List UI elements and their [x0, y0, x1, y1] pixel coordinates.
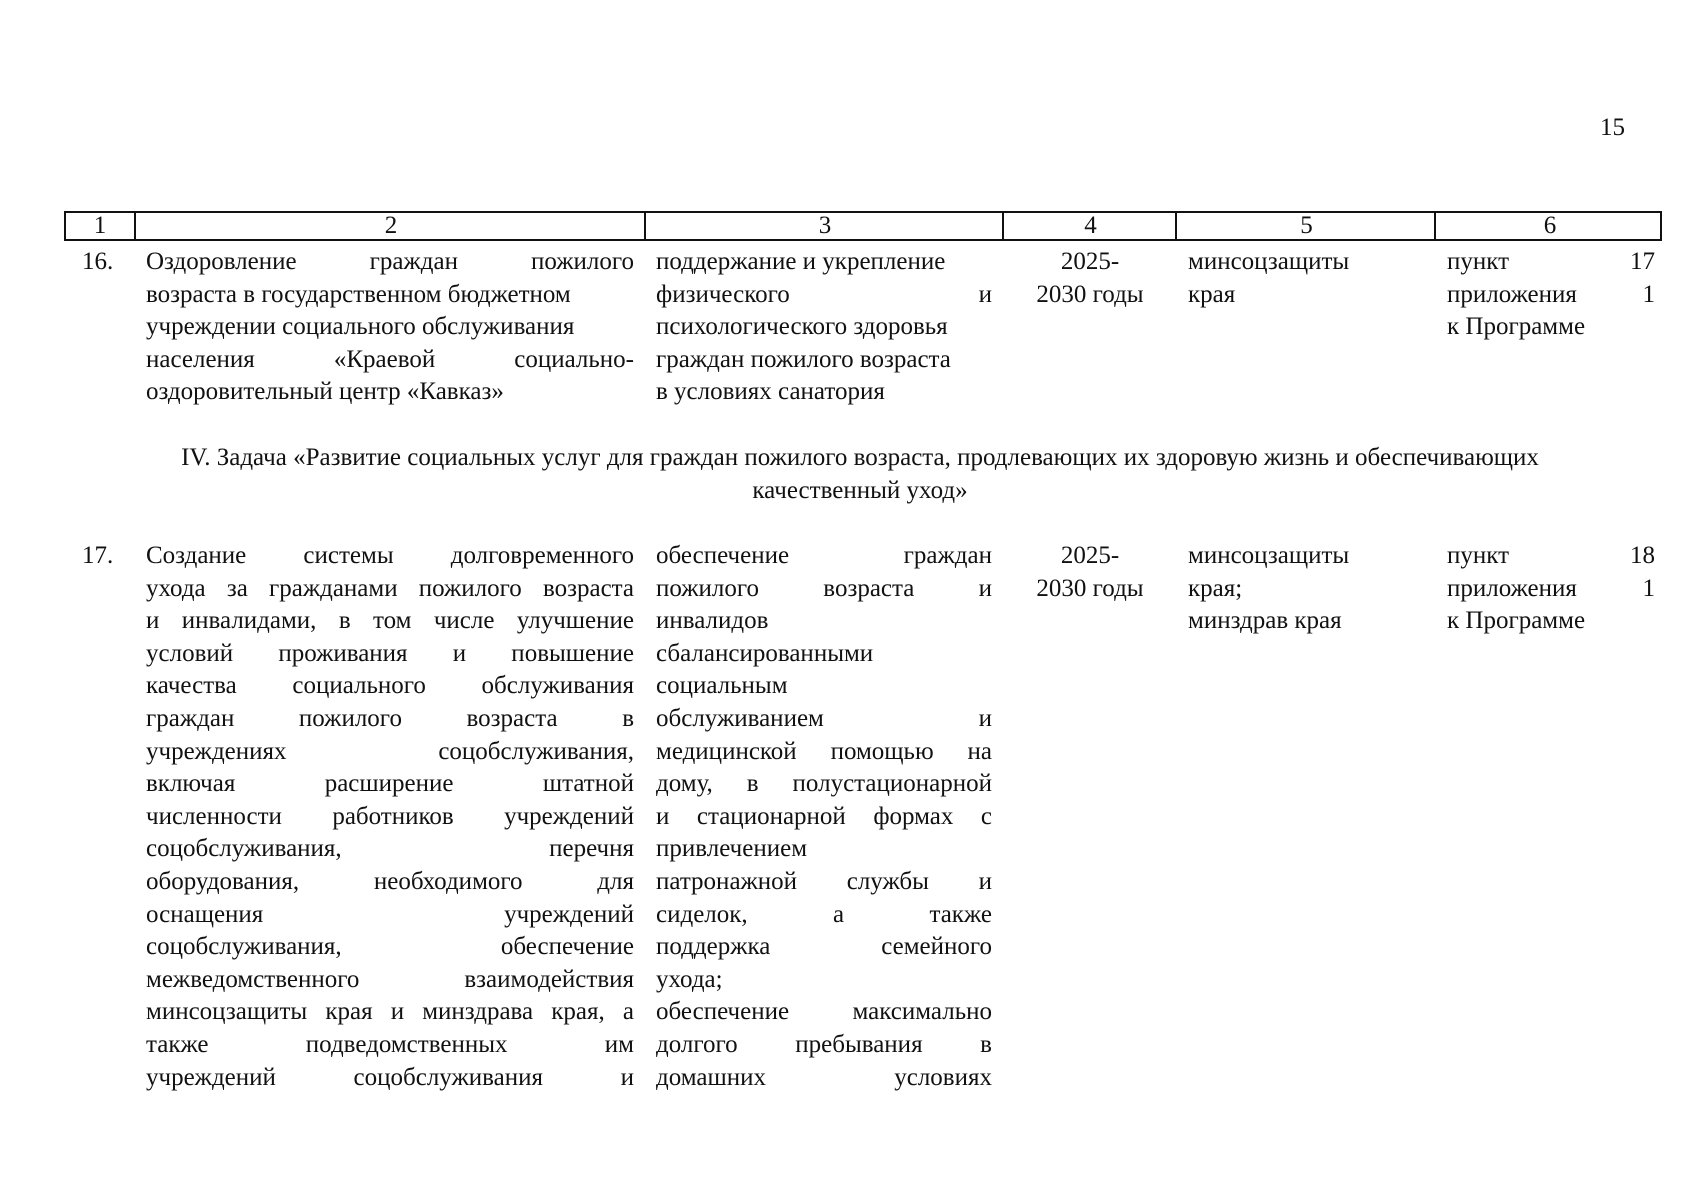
row-17-executor: минсоцзащиты края; минздрав края	[1188, 542, 1350, 635]
row-16-executor: минсоцзащиты края	[1188, 248, 1350, 308]
row-16-result: поддержание и укрепление физического и психологического здоровья граждан пожилого возраста в условиях санатория	[656, 248, 992, 406]
header-cell-6: 6	[1434, 213, 1664, 239]
table-header-row	[64, 211, 1662, 241]
row-17-measure: Создание системы долговременного ухода за гражданами пожилого возраста и инвалидами, в том числе улучшение условий проживания и повышение качества социального обслуживания граждан пожилого возраста в учреждениях соцобслуживания, включая расширение штатной численности работников учреждений соцобслуживания, перечня оборудования, необходимого для оснащения учреждений соцобслуживания, обеспечение межведомственного взаимодействия минсоцзащиты края и минздрава края, а также подведомственных им учреждений соцобслуживания и	[146, 542, 634, 1091]
header-cell-1: 1	[93, 212, 107, 239]
row-number: 16.	[82, 248, 114, 275]
header-cell-3: 3	[644, 213, 1004, 239]
row-16-indicator: пункт 17 приложения 1 к Программе	[1447, 248, 1655, 341]
row-number: 17.	[82, 542, 114, 569]
header-cell-4: 4	[1002, 213, 1177, 239]
row-17-result: обеспечение граждан пожилого возраста и инвалидов сбалансированными социальным обслуживанием и медицинской помощью на дому, в полустационарной и стационарной формах с привлечением патронажной службы и сиделок, а также поддержка семейного ухода; обеспечение максимально долгого пребывания в домашних условиях	[656, 542, 992, 1091]
header-cell-2: 2	[134, 213, 646, 239]
header-cell-5: 5	[1175, 213, 1436, 239]
row-16-period: 2025- 2030 годы	[1036, 248, 1144, 308]
page-number: 15	[1600, 114, 1625, 141]
task-heading: IV. Задача «Развитие социальных услуг для граждан пожилого возраста, продлевающих их здоровую жизнь и обеспечивающих качественный уход»	[181, 444, 1539, 504]
row-17-indicator: пункт 18 приложения 1 к Программе	[1447, 542, 1655, 635]
row-17-period: 2025- 2030 годы	[1036, 542, 1144, 602]
row-16-measure: Оздоровление граждан пожилого возраста в государственном бюджетном учреждении социального обслуживания населения «Краевой социально- оздоровительный центр «Кавказ»	[146, 248, 634, 406]
